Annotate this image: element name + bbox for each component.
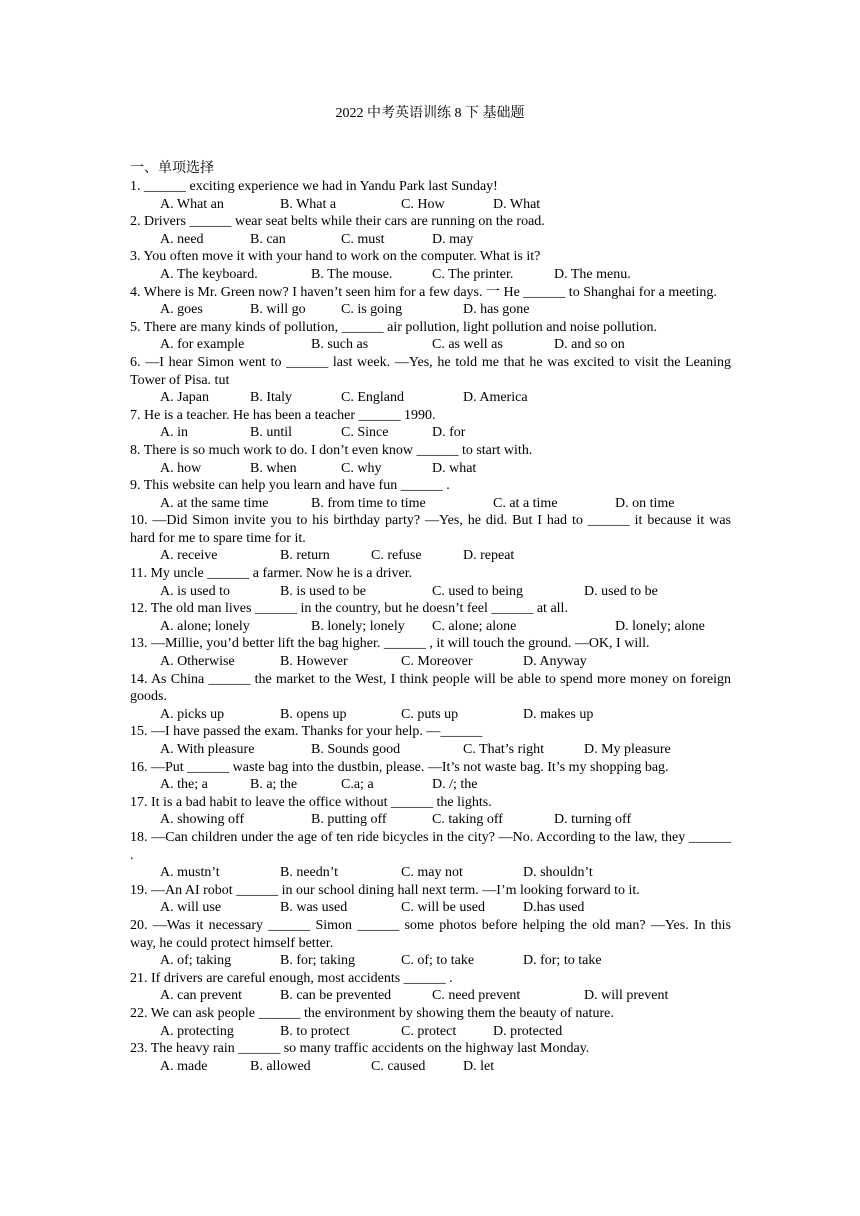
question-11-stem: 11. My uncle ______ a farmer. Now he is a driver. xyxy=(130,566,413,582)
question-3-option-c: C. The printer. xyxy=(432,266,514,282)
question-19-option-c: C. will be used xyxy=(401,900,485,916)
question-14-option-c: C. puts up xyxy=(401,706,459,722)
question-13-stem: 13. —Millie, you’d better lift the bag higher. ______ , it will touch the ground. —OK, I will. xyxy=(130,636,650,652)
question-5-option-b: B. such as xyxy=(311,337,369,353)
question-8-stem: 8. There is so much work to do. I don’t even know ______ to start with. xyxy=(130,442,533,458)
question-4-option-c: C. is going xyxy=(341,302,403,318)
question-1-stem: 1. ______ exciting experience we had in Yandu Park last Sunday! xyxy=(130,179,498,194)
question-3-options xyxy=(130,266,731,284)
question-21-option-b: B. can be prevented xyxy=(280,988,392,1004)
question-20-option-c: C. of; to take xyxy=(401,953,475,969)
question-15-option-a: A. With pleasure xyxy=(160,742,255,757)
question-16-option-d: D. /; the xyxy=(432,777,478,793)
question-22-option-c: C. protect xyxy=(401,1023,457,1039)
question-23-stem: 23. The heavy rain ______ so many traffic accidents on the highway last Monday. xyxy=(130,1041,590,1057)
question-18-option-c: C. may not xyxy=(401,865,463,881)
question-23-option-c: C. caused xyxy=(371,1058,426,1074)
question-15-option-d: D. My pleasure xyxy=(584,742,671,757)
question-11-option-d: D. used to be xyxy=(584,583,658,599)
question-6-option-b: B. Italy xyxy=(250,390,292,406)
question-6-option-a: A. Japan xyxy=(160,390,209,406)
question-12-option-d: D. lonely; alone xyxy=(615,618,705,634)
question-4-option-d: D. has gone xyxy=(463,302,530,318)
question-17-option-a: A. showing off xyxy=(160,812,245,828)
question-3-option-a: A. The keyboard. xyxy=(160,266,258,282)
question-3-option-d: D. The menu. xyxy=(554,266,631,282)
question-19-option-d: D.has used xyxy=(523,900,585,916)
question-1-option-c: C. How xyxy=(401,196,445,212)
question-7-option-a: A. in xyxy=(160,425,188,441)
question-2-option-b: B. can xyxy=(250,231,286,247)
question-14-stem: 14. As China ______ the market to the West, I think people will be able to spend more money on foreign goods. xyxy=(130,671,731,705)
question-12-stem: 12. The old man lives ______ in the country, but he doesn’t feel ______ at all. xyxy=(130,601,568,617)
question-1-option-b: B. What a xyxy=(280,196,337,212)
question-10-option-d: D. repeat xyxy=(463,548,515,564)
question-22-option-a: A. protecting xyxy=(160,1023,234,1039)
question-11-option-c: C. used to being xyxy=(432,583,523,599)
page-title: 2022 中考英语训练 8 下 基础题 xyxy=(335,106,525,121)
question-4-options xyxy=(130,301,731,319)
question-7-stem: 7. He is a teacher. He has been a teacher ______ 1990. xyxy=(130,407,436,423)
question-2-option-c: C. must xyxy=(341,231,385,247)
question-22-option-b: B. to protect xyxy=(280,1023,350,1039)
question-8-option-b: B. when xyxy=(250,460,297,476)
question-17-option-c: C. taking off xyxy=(432,812,503,828)
question-20-option-d: D. for; to take xyxy=(523,953,602,969)
question-20-option-a: A. of; taking xyxy=(160,953,232,969)
question-13-option-a: A. Otherwise xyxy=(160,654,235,670)
question-9-stem: 9. This website can help you learn and have fun ______ . xyxy=(130,478,450,494)
question-7-option-b: B. until xyxy=(250,425,293,441)
question-6-stem: 6. —I hear Simon went to ______ last week. —Yes, he told me that he was excited to visit the Leaning Tower of Pisa. tut xyxy=(130,354,731,388)
question-21-option-a: A. can prevent xyxy=(160,988,243,1004)
question-7-option-c: C. Since xyxy=(341,425,389,441)
question-14-option-b: B. opens up xyxy=(280,706,347,722)
question-3-stem: 3. You often move it with your hand to work on the computer. What is it? xyxy=(130,249,541,265)
question-20-option-b: B. for; taking xyxy=(280,953,356,969)
question-9-option-c: C. at a time xyxy=(493,495,558,511)
question-7-options xyxy=(130,424,731,442)
question-8-option-a: A. how xyxy=(160,460,202,476)
question-16-option-b: B. a; the xyxy=(250,777,298,793)
question-18-option-b: B. needn’t xyxy=(280,865,339,881)
question-18-option-a: A. mustn’t xyxy=(160,865,220,881)
question-5-option-d: D. and so on xyxy=(554,337,625,353)
question-4-stem: 4. Where is Mr. Green now? I haven’t seen him for a few days. 一 He ______ to Shanghai for a meeting. xyxy=(130,284,717,300)
question-18-options xyxy=(130,864,731,882)
question-8-option-c: C. why xyxy=(341,460,382,476)
question-9-options xyxy=(130,495,731,513)
question-18-stem: 18. —Can children under the age of ten ride bicycles in the city? —No. According to the law, they ______ . xyxy=(130,829,731,863)
question-5-options xyxy=(130,336,731,354)
question-15-options xyxy=(130,741,731,759)
section-heading: 一、单项选择 xyxy=(130,161,214,176)
question-14-option-d: D. makes up xyxy=(523,706,594,722)
question-22-option-d: D. protected xyxy=(493,1023,563,1039)
question-5-stem: 5. There are many kinds of pollution, ______ air pollution, light pollution and noise pollution. xyxy=(130,319,658,335)
question-12-option-c: C. alone; alone xyxy=(432,618,517,634)
question-19-options xyxy=(130,899,731,917)
question-6-option-d: D. America xyxy=(463,390,528,406)
question-22-options xyxy=(130,1023,731,1041)
question-16-option-c: C.a; a xyxy=(341,777,374,793)
question-23-option-d: D. let xyxy=(463,1058,495,1074)
question-3-option-b: B. The mouse. xyxy=(311,266,393,282)
question-9-option-d: D. on time xyxy=(615,495,675,511)
question-16-option-a: A. the; a xyxy=(160,777,208,793)
question-18-option-d: D. shouldn’t xyxy=(523,865,593,881)
question-10-options xyxy=(130,547,731,565)
question-21-options xyxy=(130,987,731,1005)
question-10-option-b: B. return xyxy=(280,548,330,564)
question-1-option-a: A. What an xyxy=(160,196,224,212)
question-1-option-d: D. What xyxy=(493,196,541,212)
question-4-option-b: B. will go xyxy=(250,302,306,318)
question-20-stem: 20. —Was it necessary ______ Simon ______ some photos before helping the old man? —Yes. In this way, he could protect himself better. xyxy=(130,917,731,951)
question-13-option-d: D. Anyway xyxy=(523,654,587,670)
question-11-option-a: A. is used to xyxy=(160,583,230,599)
question-9-option-b: B. from time to time xyxy=(311,495,426,511)
question-15-option-b: B. Sounds good xyxy=(311,742,401,757)
question-15-option-c: C. That’s right xyxy=(463,742,545,757)
question-15-stem: 15. —I have passed the exam. Thanks for your help. —______ xyxy=(130,724,483,740)
question-17-options xyxy=(130,811,731,829)
question-2-options xyxy=(130,231,731,249)
question-list xyxy=(130,178,731,1075)
question-6-option-c: C. England xyxy=(341,390,404,406)
question-5-option-a: A. for example xyxy=(160,337,245,353)
question-8-options xyxy=(130,460,731,478)
question-8-option-d: D. what xyxy=(432,460,477,476)
question-23-option-a: A. made xyxy=(160,1058,208,1074)
question-19-stem: 19. —An AI robot ______ in our school dining hall next term. —I’m looking forward to it. xyxy=(130,882,640,898)
question-4-option-a: A. goes xyxy=(160,302,203,318)
question-19-option-b: B. was used xyxy=(280,900,348,916)
question-13-options xyxy=(130,653,731,671)
question-23-option-b: B. allowed xyxy=(250,1058,311,1074)
question-11-option-b: B. is used to be xyxy=(280,583,366,599)
question-17-stem: 17. It is a bad habit to leave the office without ______ the lights. xyxy=(130,794,492,810)
question-12-option-a: A. alone; lonely xyxy=(160,618,250,634)
question-21-option-c: C. need prevent xyxy=(432,988,521,1004)
question-2-option-a: A. need xyxy=(160,231,204,247)
question-13-option-c: C. Moreover xyxy=(401,654,473,670)
question-14-options xyxy=(130,706,731,724)
question-13-option-b: B. However xyxy=(280,654,348,670)
question-16-stem: 16. —Put ______ waste bag into the dustbin, please. —It’s not waste bag. It’s my shopping bag. xyxy=(130,759,669,775)
question-7-option-d: D. for xyxy=(432,425,466,441)
question-17-option-d: D. turning off xyxy=(554,812,632,828)
question-10-option-c: C. refuse xyxy=(371,548,422,564)
question-16-options xyxy=(130,776,731,794)
question-22-stem: 22. We can ask people ______ the environment by showing them the beauty of nature. xyxy=(130,1005,614,1021)
question-1-options xyxy=(130,196,731,214)
question-20-options xyxy=(130,952,731,970)
question-23-options xyxy=(130,1058,731,1076)
question-9-option-a: A. at the same time xyxy=(160,495,269,511)
question-12-option-b: B. lonely; lonely xyxy=(311,618,405,634)
question-12-options xyxy=(130,618,731,636)
question-2-stem: 2. Drivers ______ wear seat belts while their cars are running on the road. xyxy=(130,214,545,230)
question-11-options xyxy=(130,583,731,601)
question-6-options xyxy=(130,389,731,407)
question-2-option-d: D. may xyxy=(432,231,474,247)
question-14-option-a: A. picks up xyxy=(160,706,225,722)
question-5-option-c: C. as well as xyxy=(432,337,503,353)
question-21-stem: 21. If drivers are careful enough, most accidents ______ . xyxy=(130,970,453,986)
question-21-option-d: D. will prevent xyxy=(584,988,669,1004)
question-19-option-a: A. will use xyxy=(160,900,222,916)
question-10-option-a: A. receive xyxy=(160,548,218,564)
question-10-stem: 10. —Did Simon invite you to his birthday party? —Yes, he did. But I had to ______ it because it was hard for me to spare time for it. xyxy=(130,513,731,546)
question-17-option-b: B. putting off xyxy=(311,812,387,828)
